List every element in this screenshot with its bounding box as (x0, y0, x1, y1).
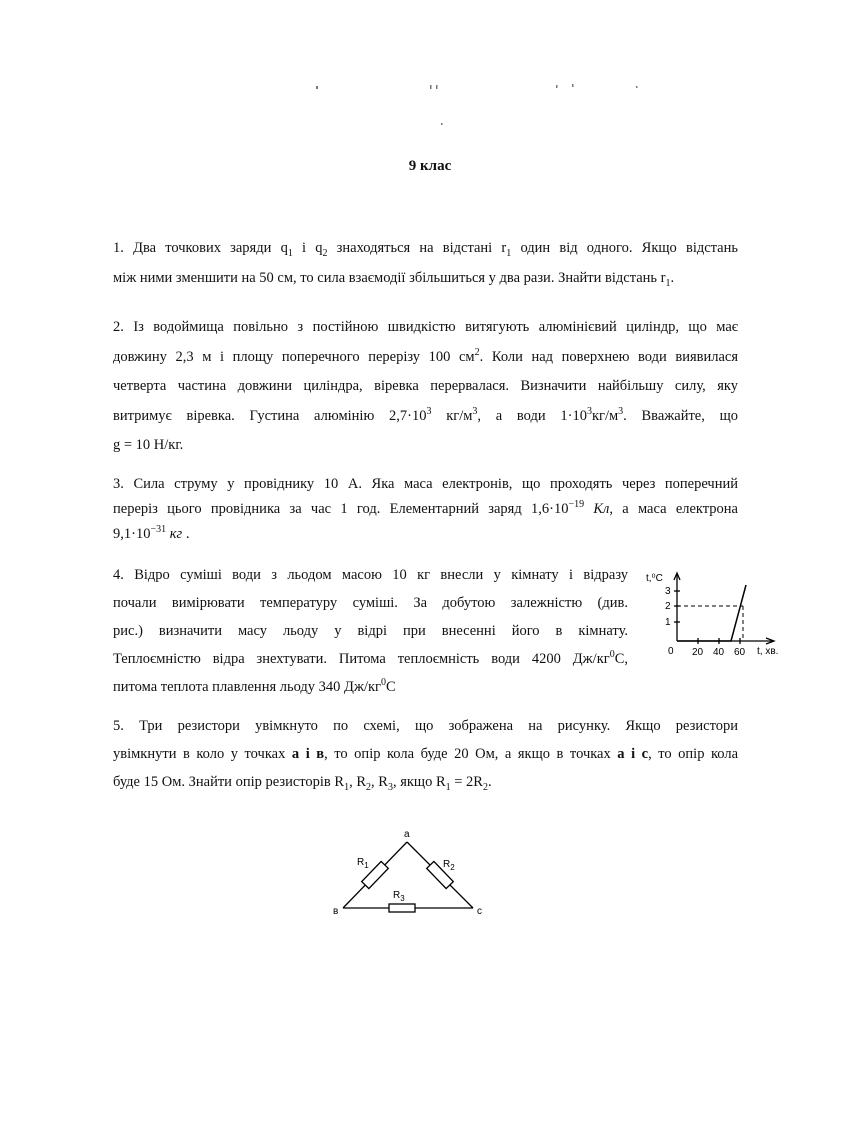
y-axis-label: t,⁰С (646, 573, 663, 584)
node-a-label: а (404, 829, 410, 840)
problem-1: 1. Два точкових заряди $q_1$ і $q_2$ знаходяться на відстані $r_1$ один від одного. Якщо відстань між ними зменшити на 50 см, то сила взаємодії збільшиться у два рази. Знайти відстань $r_1$. (113, 240, 738, 289)
y-tick-label: 1 (665, 617, 671, 628)
x-tick-label: 20 (692, 647, 704, 658)
temperature-curve (677, 585, 746, 641)
page-title: 9 клас (408, 158, 452, 174)
r2-label: $R_2$ (443, 859, 455, 872)
r1-label: $R_1$ (357, 857, 369, 870)
y-tick-label: 2 (665, 601, 671, 612)
temperature-graph (640, 565, 790, 665)
problem-3: 3. Сила струму у провіднику 10 А. Яка маса електронів, що проходять через поперечний переріз цього провідника за час 1 год. Елементарний заряд $1,6\cdot 10^{-19}$ Кл, а маса електрона $9,1\cdot 10^{-31}$ кг . (113, 476, 739, 542)
r3-label: $R_3$ (393, 890, 405, 903)
node-b-label: в (333, 906, 339, 917)
origin-label: 0 (668, 646, 674, 657)
resistor-r3 (389, 904, 415, 912)
problem-5: 5. Три резистори увімкнуто по схемі, що зображена на рисунку. Якщо резистори увімкнути в коло у точках а і в, то опір кола буде 20 Ом, а якщо в точках а і с, то опір кола буде 15 Ом. Знайти опір резисторів $R_1$, $R_2$, $R_3$, якщо $R_1 = 2R_2$. (113, 718, 739, 793)
y-tick-label: 3 (665, 586, 671, 597)
problem-2: 2. Із водоймища повільно з постійною швидкістю витягують алюмінієвий циліндр, що має довжину 2,3 м і площу поперечного перерізу 100 $см^2$. Коли над поверхнею води виявилася четверта частина довжини циліндра, віревка перервалася. Визначити найбільшу силу, яку витримує віревка. Густина алюмінію $2,7\cdot 10^3$ $кг/м^3$, а води $1\cdot 10^3кг/м^3$. Вважайте, що g = 10 Н/кг. (113, 319, 739, 453)
node-c-label: с (477, 906, 482, 917)
x-tick-label: 60 (734, 647, 746, 658)
problem-4: 4. Відро суміші води з льодом масою 10 кг внесли у кімнату і відразу почали вимірювати температуру суміші. За добутою залежністю (див. рис.) визначити масу льоду у відрі при внесенні його в кімнату. Теплоємністю відра знехтувати. Питома теплоємність води 4200 $Дж/кг^0С$, питома теплота плавлення льоду 340 $Дж/кг^0С$ (113, 567, 628, 695)
x-axis-label: t, хв. (757, 646, 779, 657)
resistor-circuit-diagram (325, 822, 495, 922)
scan-artifacts (0, 78, 860, 128)
x-tick-label: 40 (713, 647, 725, 658)
